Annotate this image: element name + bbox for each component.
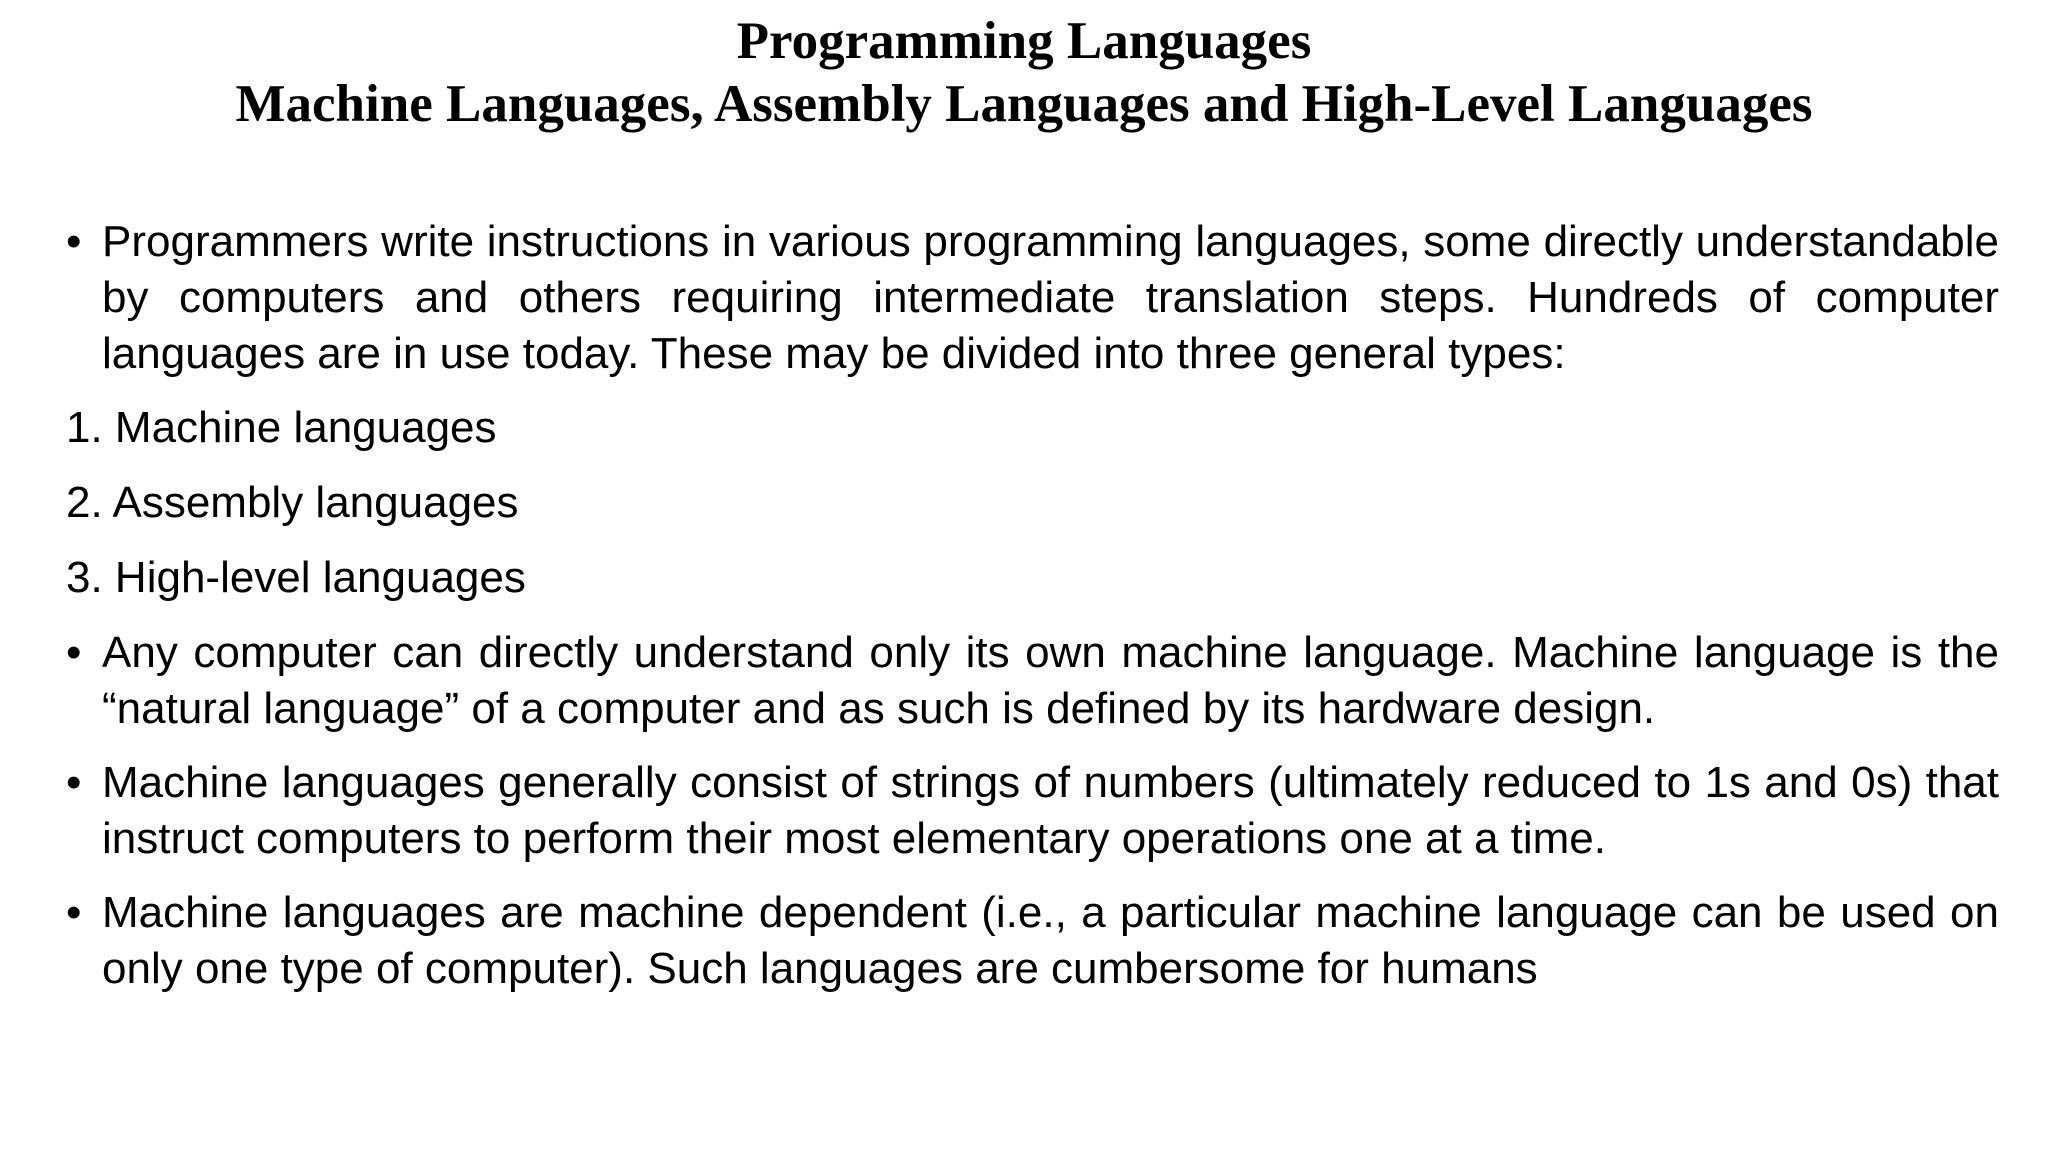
slide-title <box>0 10 2048 136</box>
bullet-intro <box>66 214 1999 382</box>
bullet-text: Any computer can directly understand only its own machine language. Machine language is the “natural language” of a computer and as such is defined by its hardware design. <box>102 628 1999 733</box>
bullet-text: Programmers write instructions in various programming languages, some directly understandable by computers and others requiring intermediate translation steps. Hundreds of computer languages are in use today. These may be divided into three general types: <box>102 217 1999 378</box>
list-item-assembly: 2. Assembly languages <box>66 478 519 527</box>
bullet-point-2 <box>66 755 1999 867</box>
bullet-point-1 <box>66 625 1999 737</box>
slide-body <box>66 214 1999 1015</box>
title-line-2: Machine Languages, Assembly Languages and High-Level Languages <box>235 75 1813 133</box>
bullet-marker: • <box>66 758 82 807</box>
bullet-marker: • <box>66 628 82 677</box>
list-item-machine: 1. Machine languages <box>66 403 497 452</box>
bullet-marker: • <box>66 217 82 266</box>
bullet-text: Machine languages are machine dependent (i.e., a particular machine language can be used on only one type of computer). Such languages are cumbersome for humans <box>102 888 1999 993</box>
bullet-marker: • <box>66 888 82 937</box>
list-item-high-level: 3. High-level languages <box>66 553 526 602</box>
bullet-text: Machine languages generally consist of strings of numbers (ultimately reduced to 1s and 0s) that instruct computers to perform their most elementary operations one at a time. <box>102 758 1999 863</box>
bullet-point-3 <box>66 885 1999 997</box>
title-line-1: Programming Languages <box>736 12 1312 70</box>
